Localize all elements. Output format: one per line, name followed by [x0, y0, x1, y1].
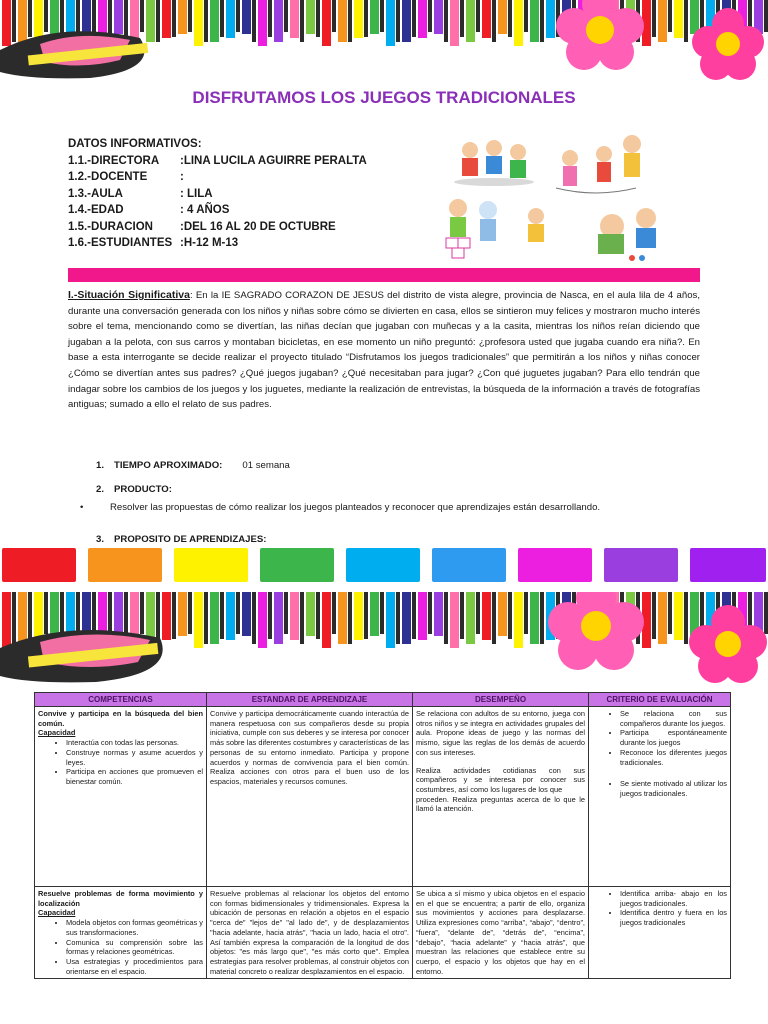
color-swatch [88, 548, 162, 582]
color-swatch-strip [0, 548, 768, 582]
pencil-stripe [412, 0, 416, 37]
datos-value: : [180, 171, 184, 183]
criterio-list [592, 709, 727, 799]
table-row [35, 887, 731, 979]
capacidad-list [38, 738, 203, 787]
competencia-cell [35, 887, 207, 979]
pencil-stripe [460, 592, 464, 639]
desempeno-cell [413, 887, 589, 979]
list-item: • Usa estrategias y procedimientos para orientarse en el espacio. [66, 957, 203, 976]
pencil-decoration [290, 0, 299, 38]
pencil-decoration [434, 592, 443, 636]
kids-group-3 [446, 199, 544, 258]
datos-heading: DATOS INFORMATIVOS: [68, 138, 202, 150]
pencil-decoration [162, 592, 171, 640]
pencil-stripe [172, 0, 176, 37]
pencil-stripe [364, 592, 368, 639]
pencil-decoration [2, 0, 11, 46]
color-swatch [346, 548, 420, 582]
pencil-stripe [396, 0, 400, 42]
pencil-stripe [508, 0, 512, 37]
pencil-decoration [482, 592, 491, 640]
pencil-stripe [12, 592, 16, 644]
competencia-title: Resuelve problemas de forma movimiento y localización [38, 889, 203, 908]
pencil-decoration [114, 0, 123, 34]
datos-informativos [68, 136, 367, 252]
pencil-stripe [204, 0, 208, 42]
col-header-estandar: ESTANDAR DE APRENDIZAJE [207, 693, 413, 707]
pencil-stripe [188, 592, 192, 634]
pencil-decoration [178, 0, 187, 34]
pencil-decoration [338, 0, 347, 42]
pencil-stripe [332, 0, 336, 32]
pencil-stripe [540, 0, 544, 42]
list-item: • Construye normas y asume acuerdos y leyes. [66, 748, 203, 767]
pencil-decoration [306, 0, 315, 34]
color-swatch [518, 548, 592, 582]
list-item: • Participa en acciones que promueven el bienestar común. [66, 767, 203, 786]
col-header-criterio: CRITERIO DE EVALUACIÓN [589, 693, 731, 707]
pencil-decoration [674, 0, 683, 38]
top-decorative-banner [0, 0, 768, 80]
pencil-stripe [268, 0, 272, 37]
pencil-decoration [658, 0, 667, 42]
color-swatch [260, 548, 334, 582]
competencia-cell [35, 707, 207, 887]
situacion-text: : En la IE SAGRADO CORAZON DE JESUS del distrito de vista alegre, provincia de Nasca, en el aula lila de 4 años, durante una conversación generada con los niños y niñas sobre cómo se divierten en casa, ellos se sintieron muy felices y mostraron mucho interés sobre el tema, mencionando como se divertían, las niñas decían que jugaban con muñecas y a la casita, mientras los niños reían diciendo que jugaban a la pelota, con sus carros y montaban bicicletas, en ese momento un niño preguntó: ¿profesora usted que jugaba cuando era niña?. En base a esta interrogante se decide realizar el proyecto titulado “Disfrutamos los juegos tradicionales” que permitirán a los niños y niñas conocer ¿Cómo se divertían antes sus padres? ¿Qué juegos jugaban? ¿Qué necesitaban para jugar? ¿Con qué juguetes jugaban? Para ello tendrán que indagar sobre los cambios de los juegos y los juguetes, mediante la realización de entrevistas, la búsqueda de la información a través de fotografías antiguas; sumado a ello el relato de sus padres. [68, 290, 700, 411]
pencil-stripe [316, 0, 320, 37]
pencil-stripe [764, 0, 768, 32]
datos-label: 1.5.-DURACION [68, 220, 153, 233]
pencil-stripe [524, 592, 528, 634]
datos-label: 1.1.-DIRECTORA [68, 154, 160, 167]
pencil-stripe [252, 592, 256, 644]
pencil-decoration [418, 0, 427, 38]
pencil-decoration [466, 0, 475, 42]
pencil-stripe [44, 0, 48, 32]
col-header-competencias: COMPETENCIAS [35, 693, 207, 707]
pencil-decoration [210, 592, 219, 644]
estandar-cell: Resuelve problemas al relacionar los objetos del entorno con formas bidimensionales y tridimensionales. Expresa la ubicación de personas en relación a objetos en el espacio "cerca de" "lejos de" "al lado de", y de desplazamientos "hacia adelante, hacia atrás", "hacia un lado, hacia el otro". Así también expresa la comparación de la longitud de dos objetos: "es más largo que", "es más corto que". Emplea estrategias para resolver problemas, al construir objetos con material concreto o realizar desplazamientos en el espacio. [207, 887, 413, 979]
tiempo-item [96, 460, 290, 471]
capacidad-label: Capacidad [38, 728, 76, 738]
pencil-stripe [300, 592, 304, 644]
pencil-stripe [28, 592, 32, 639]
pencil-stripe [236, 592, 240, 634]
pencil-decoration [322, 0, 331, 46]
pencil-decoration [274, 0, 283, 42]
pencil-stripe [12, 0, 16, 42]
pencil-stripe [652, 0, 656, 37]
pencil-stripe [412, 592, 416, 639]
pencil-decoration [338, 592, 347, 644]
pencil-stripe [220, 592, 224, 639]
pencil-decoration [226, 592, 235, 640]
datos-row [68, 169, 367, 186]
pink-divider-bar [68, 268, 700, 282]
pencil-decoration [178, 592, 187, 636]
datos-label: 1.4.-EDAD [68, 204, 124, 216]
pencil-stripe [492, 0, 496, 42]
pencil-decoration [242, 592, 251, 636]
pencil-decoration [434, 0, 443, 34]
pencil-stripe [380, 592, 384, 634]
kids-group-2 [556, 135, 641, 193]
pencil-decoration [514, 592, 523, 648]
pencil-stripe [444, 0, 448, 42]
pencil-stripe [284, 592, 288, 634]
producto-bullet [80, 502, 600, 513]
pencil-decoration [386, 0, 395, 46]
item-number: 3. [96, 534, 105, 545]
desempeno-cell [413, 707, 589, 887]
pencil-decoration [450, 0, 459, 46]
bullet-dot: • [80, 502, 84, 513]
datos-value: :H-12 M-13 [180, 237, 239, 249]
pencil-stripe [668, 592, 672, 634]
criterio-list [592, 889, 727, 928]
producto-item [96, 484, 172, 495]
item-number: 2. [96, 484, 105, 495]
pencil-stripe [476, 0, 480, 32]
pencil-stripe [524, 0, 528, 32]
pencil-stripe [428, 592, 432, 634]
datos-row [68, 219, 367, 236]
situacion-label: I.-Situación Significativa [68, 289, 190, 301]
pencil-decoration [530, 592, 539, 644]
children-playing-illustration [436, 130, 668, 264]
pencil-decoration [146, 0, 155, 42]
list-item: • Se relaciona con sus compañeros durante los juegos. [620, 709, 727, 728]
criterio-cell [589, 707, 731, 887]
pencil-decoration [514, 0, 523, 46]
datos-row [68, 235, 367, 252]
color-swatch [604, 548, 678, 582]
pencil-decoration [402, 592, 411, 644]
desempeno-text: Realiza actividades cotidianas con sus compañeros y se interesa por conocer sus costumbres, así como los lugares de los que [416, 765, 585, 794]
competencia-title: Convive y participa en la búsqueda del bien común. [38, 709, 203, 728]
pencil-decoration [690, 0, 699, 34]
producto-label: PRODUCTO: [114, 484, 172, 495]
pencil-stripe [668, 0, 672, 32]
pencil-stripe [156, 592, 160, 644]
pencil-decoration [290, 592, 299, 640]
list-item: • Identifica dentro y fuera en los juegos tradicionales [620, 908, 727, 927]
pencil-stripe [684, 592, 688, 644]
pencil-decoration [482, 0, 491, 38]
pencil-decoration [322, 592, 331, 648]
datos-row [68, 186, 367, 203]
pencil-stripe [140, 0, 144, 32]
pencil-stripe [316, 592, 320, 639]
tiempo-label: TIEMPO APROXIMADO: [114, 460, 223, 471]
pencil-decoration [450, 592, 459, 648]
pencil-decoration [2, 592, 11, 648]
pencil-stripe [364, 0, 368, 37]
list-item: • Identifica arriba- abajo en los juegos tradicionales. [620, 889, 727, 908]
pencil-decoration [242, 0, 251, 34]
pencil-stripe [396, 592, 400, 644]
pencil-decoration [50, 592, 59, 636]
color-swatch [690, 548, 766, 582]
pencil-decoration [194, 592, 203, 648]
pencil-decoration [418, 592, 427, 640]
pencil-decoration [674, 592, 683, 640]
list-item: • Reconoce los diferentes juegos tradicionales. [620, 748, 727, 767]
pencil-decoration [194, 0, 203, 46]
datos-label: 1.3.-AULA [68, 187, 123, 200]
datos-label: 1.6.-ESTUDIANTES [68, 237, 173, 249]
kids-group-4 [598, 208, 656, 261]
pencil-stripe [284, 0, 288, 32]
pencil-stripe [188, 0, 192, 32]
pencil-decoration [370, 592, 379, 636]
pencil-stripe [492, 592, 496, 644]
pencil-stripe [44, 592, 48, 634]
pencil-stripe [684, 0, 688, 42]
capacidad-list [38, 918, 203, 976]
desempeno-text: Se ubica a sí mismo y ubica objetos en el espacio en el que se encuentra; a partir de ello, organiza sus movimientos y acciones para desplazarse. Utiliza expresiones como “arriba”, “abajo”, “dentro”, “fuera”, “delante de”, “detrás de”, “encima”, “debajo”, “hacia adelante” y “hacia atrás”, que muestran las relaciones que establece entre su cuerpo, el espacio y los objetos que hay en el entorno. [416, 889, 585, 976]
proposito-label: PROPOSITO DE APRENDIZAJES: [114, 534, 267, 545]
pencil-stripe [652, 592, 656, 639]
middle-decorative-banner [0, 592, 768, 684]
pencil-stripe [540, 592, 544, 644]
pencil-decoration [658, 592, 667, 644]
desempeno-text: Se relaciona con adultos de su entorno, juega con otros niños y se integra en actividades grupales del aula. Propone ideas de juego y las normas del mismo, sigue las reglas de los demás de acuerdo con sus intereses. [416, 709, 585, 757]
pencil-decoration [274, 592, 283, 644]
pencil-decoration [258, 592, 267, 648]
pencil-stripe [444, 592, 448, 644]
table-row [35, 707, 731, 887]
pencil-decoration [226, 0, 235, 38]
pencil-stripe [380, 0, 384, 32]
datos-value: : 4 AÑOS [180, 204, 230, 216]
pencil-stripe [172, 592, 176, 639]
pencil-decoration [34, 592, 43, 640]
pencil-stripe [28, 0, 32, 37]
estandar-cell: Convive y participa democráticamente cuando interactúa de manera respetuosa con sus compañeros desde su propia iniciativa, cumple con sus deberes y se interesa por conocer más sobre las diferentes costumbres y características de las personas de su entorno inmediato. Participa y propone acuerdos y normas de convivencia para el bien común. Realiza acciones con otros para el buen uso de los espacios, materiales y recursos comunes. [207, 707, 413, 887]
competencias-table [34, 692, 731, 979]
producto-text: Resolver las propuestas de cómo realizar los juegos planteados y reconocer que aprendizajes están desarrollando. [110, 502, 601, 513]
pencil-decoration [386, 592, 395, 648]
pencil-stripe [460, 0, 464, 37]
pencil-decoration [258, 0, 267, 46]
pencil-decoration [114, 592, 123, 636]
pencil-decoration [306, 592, 315, 636]
pencil-decoration [354, 592, 363, 640]
pencil-stripe [764, 592, 768, 634]
datos-row [68, 202, 367, 219]
tiempo-value: 01 semana [242, 460, 290, 471]
pencil-stripe [140, 592, 144, 634]
pencil-stripe [92, 0, 96, 32]
desempeno-text: proceden. Realiza preguntas acerca de lo que le llamó la atención. [416, 794, 585, 814]
table-header-row [35, 693, 731, 707]
list-item: • Se siente motivado al utilizar los juegos tradicionales. [620, 779, 727, 798]
pencil-stripe [124, 592, 128, 639]
list-item: • Interactúa con todas las personas. [66, 738, 203, 748]
pencil-stripe [220, 0, 224, 37]
capacidad-label: Capacidad [38, 908, 76, 918]
pencil-stripe [332, 592, 336, 634]
pencil-decoration [210, 0, 219, 42]
situacion-significativa [68, 288, 700, 413]
pencil-decoration [162, 0, 171, 38]
pencil-decoration [530, 0, 539, 42]
pencil-decoration [402, 0, 411, 42]
pencil-decoration [18, 0, 27, 42]
proposito-item [96, 534, 266, 545]
pencil-stripe [300, 0, 304, 42]
pencil-decoration [18, 592, 27, 644]
color-swatch [2, 548, 76, 582]
list-item: • Comunica su comprensión sobre las formas y relaciones geométricas. [66, 938, 203, 957]
pencil-decoration [34, 0, 43, 38]
page-title: DISFRUTAMOS LOS JUEGOS TRADICIONALES [192, 88, 576, 107]
datos-row [68, 153, 367, 170]
pencil-decoration [50, 0, 59, 34]
pencil-decoration [370, 0, 379, 34]
color-swatch [174, 548, 248, 582]
pencil-stripe [92, 592, 96, 634]
pencil-stripe [348, 0, 352, 42]
item-number: 1. [96, 460, 105, 471]
list-item: • Modela objetos con formas geométricas y sus transformaciones. [66, 918, 203, 937]
datos-value: :DEL 16 AL 20 DE OCTUBRE [180, 220, 336, 233]
pencil-stripe [124, 0, 128, 37]
pencil-stripe [252, 0, 256, 42]
pencil-decoration [546, 0, 555, 38]
pencil-stripe [476, 592, 480, 634]
pencil-stripe [236, 0, 240, 32]
pencil-stripe [204, 592, 208, 644]
list-item: • Participa espontáneamente durante los juegos [620, 728, 727, 747]
pencil-decoration [354, 0, 363, 38]
datos-value: :LINA LUCILA AGUIRRE PERALTA [180, 154, 367, 167]
pencil-decoration [498, 592, 507, 636]
pencil-stripe [268, 592, 272, 639]
color-swatch [432, 548, 506, 582]
pencil-stripe [348, 592, 352, 644]
pencil-stripe [508, 592, 512, 639]
criterio-cell [589, 887, 731, 979]
datos-value: : LILA [180, 187, 213, 200]
kids-group-1 [454, 140, 534, 186]
pencil-decoration [466, 592, 475, 644]
col-header-desempeno: DESEMPEÑO [413, 693, 589, 707]
datos-label: 1.2.-DOCENTE [68, 171, 148, 183]
pencil-stripe [156, 0, 160, 42]
pencil-decoration [498, 0, 507, 34]
pencil-stripe [428, 0, 432, 32]
